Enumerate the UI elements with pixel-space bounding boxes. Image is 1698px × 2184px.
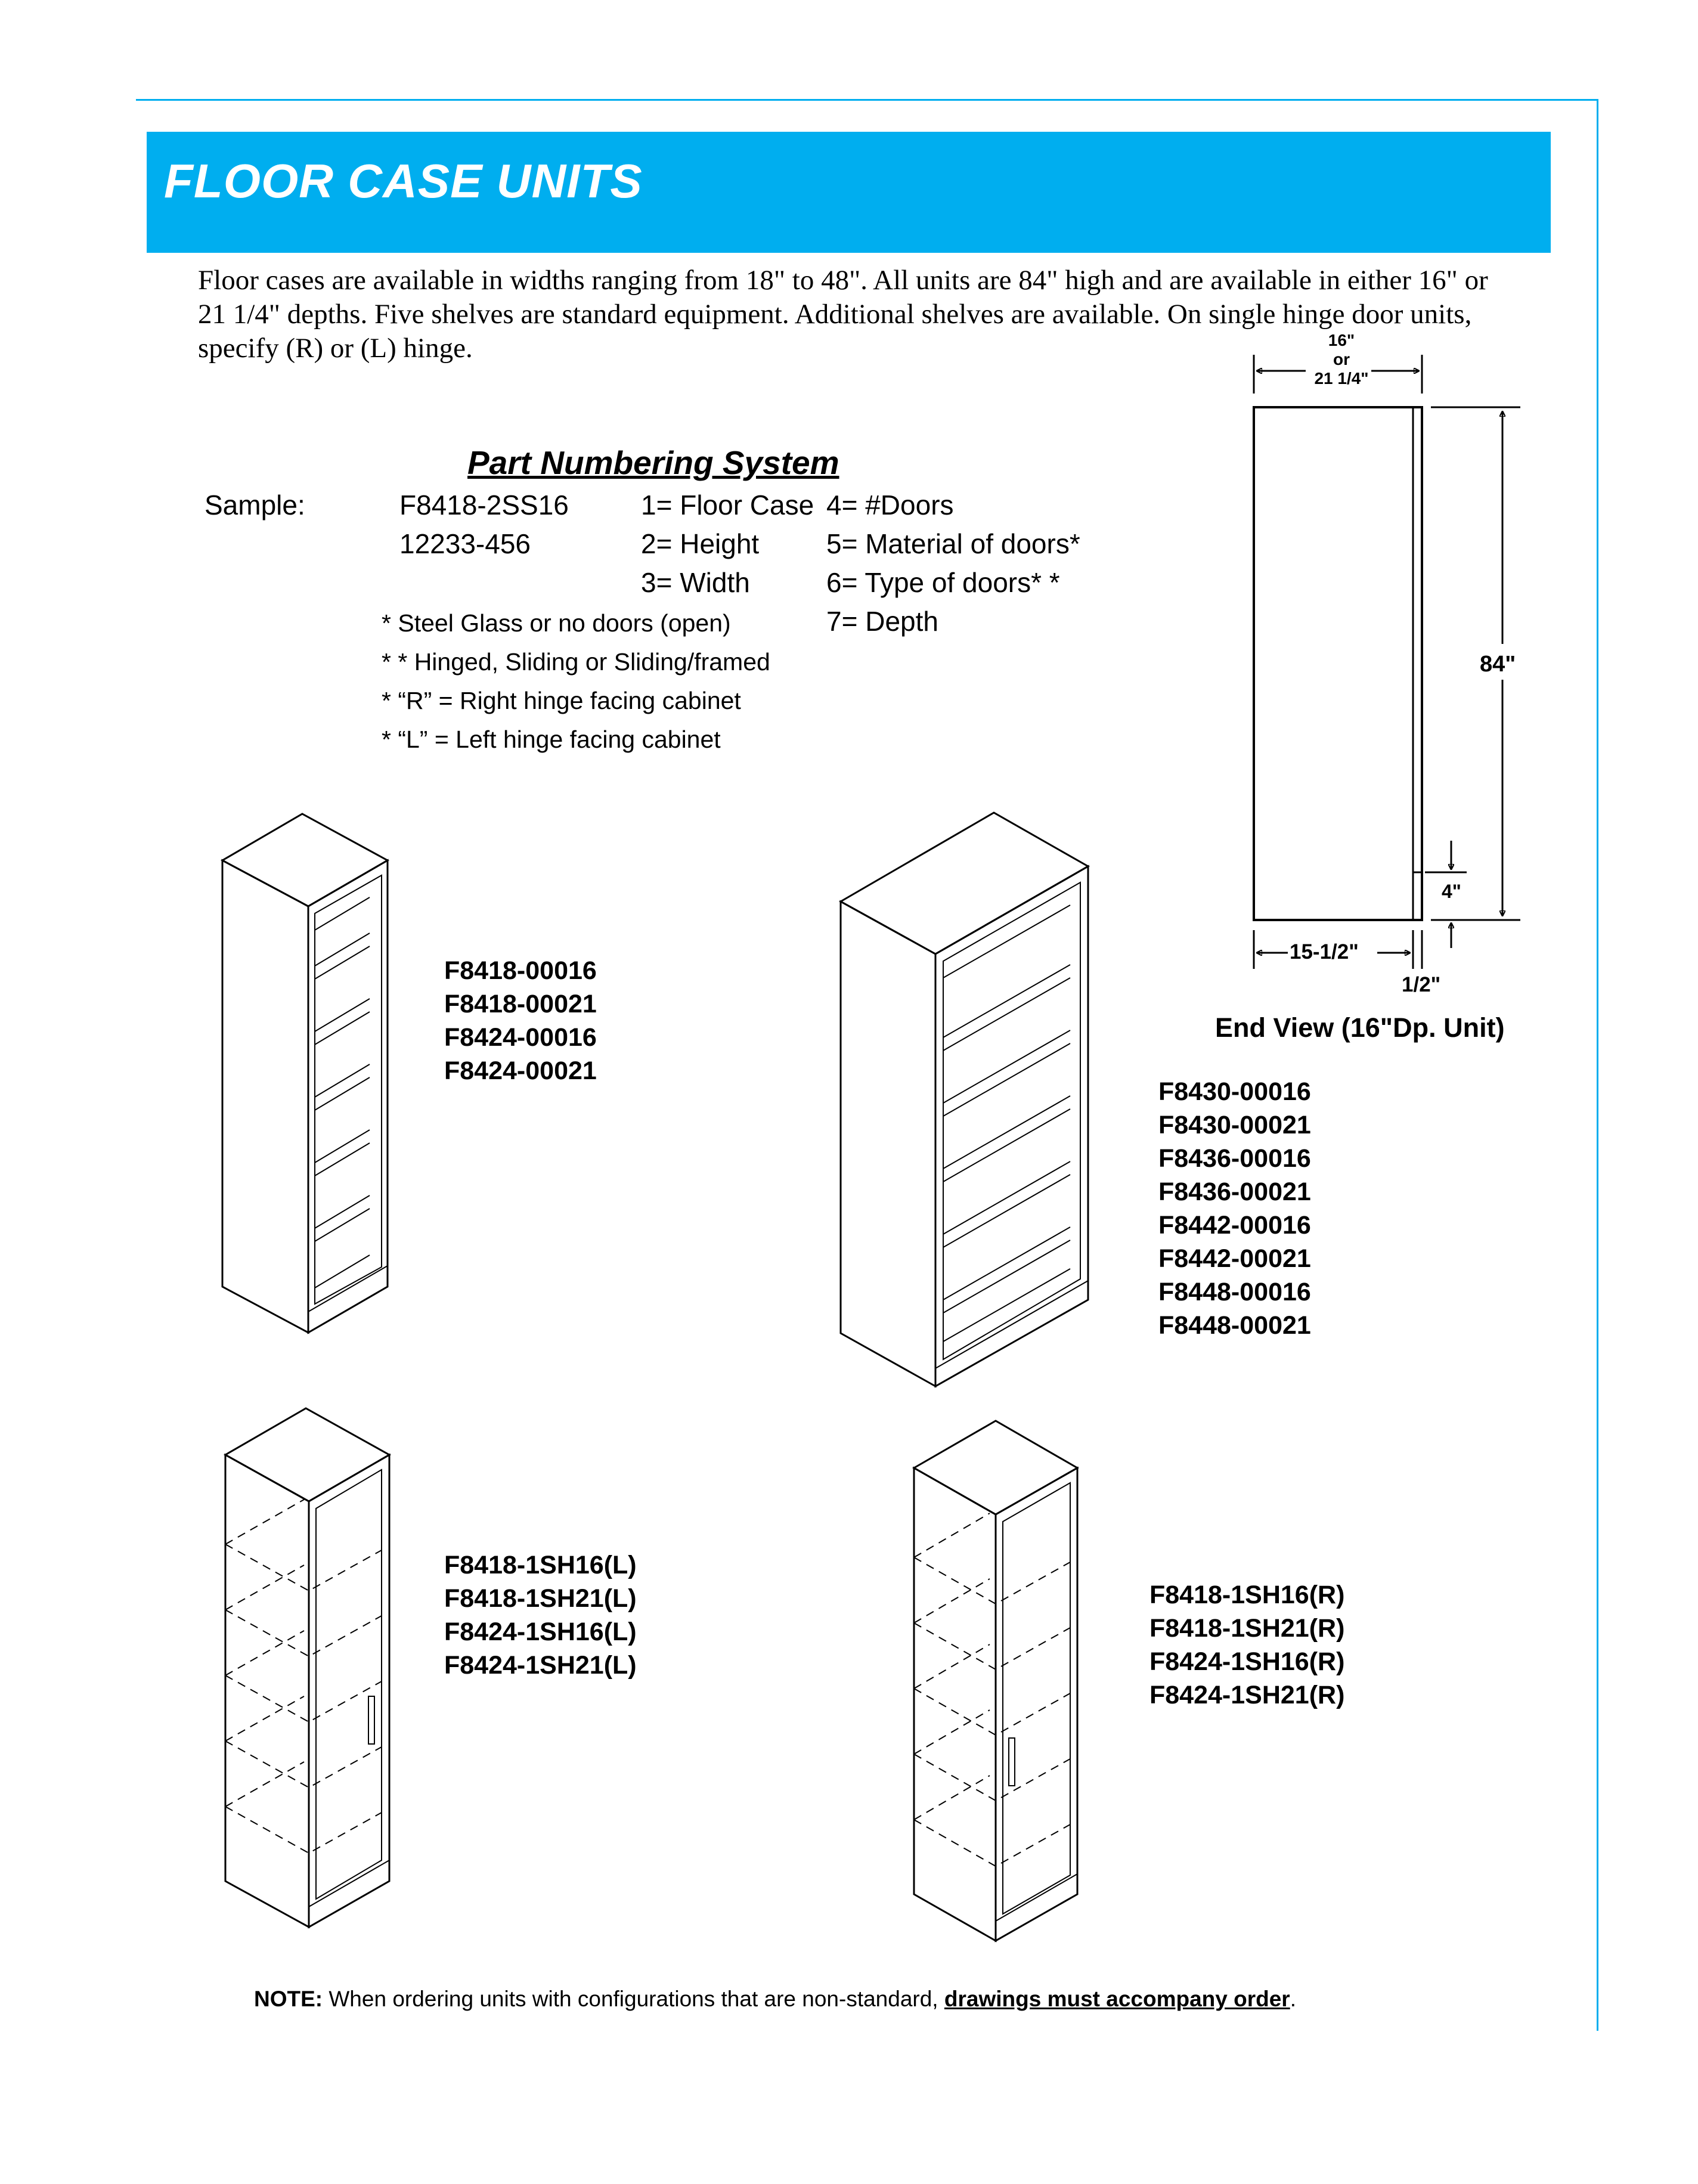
part-number: F8424-1SH16(L) — [444, 1618, 637, 1646]
part-number: F8430-00016 — [1158, 1077, 1311, 1106]
part-number: F8418-1SH21(L) — [444, 1584, 637, 1613]
part-number: F8436-00016 — [1158, 1144, 1311, 1173]
part-number: F8442-00021 — [1158, 1244, 1311, 1273]
part-number: F8436-00021 — [1158, 1178, 1311, 1206]
part-number: F8430-00021 — [1158, 1111, 1311, 1139]
hinge-left-cabinet-drawing — [225, 1408, 389, 1927]
note-label: NOTE: — [254, 1987, 323, 2011]
sample-part-number: F8418-2SS16 — [399, 490, 569, 521]
part-number: F8424-1SH16(R) — [1149, 1647, 1345, 1676]
part-number: F8448-00016 — [1158, 1278, 1311, 1306]
end-view-offset: 1/2" — [1402, 973, 1441, 996]
open-narrow-cabinet-drawing — [222, 814, 388, 1333]
hinge-right-part-list — [1149, 1578, 1344, 1712]
end-view-width: 15-1/2" — [1290, 940, 1359, 964]
part-number: F8424-1SH21(L) — [444, 1651, 637, 1680]
part-number: F8418-00021 — [444, 990, 597, 1018]
note-text: When ordering units with configurations that are non-standard, — [323, 1987, 944, 2011]
open-narrow-part-list — [444, 954, 597, 1088]
legend-5: 5= Material of doors* — [826, 528, 1080, 559]
intro-paragraph: Floor cases are available in widths ranging from 18" to 48". All units are 84" high and are available in either 16" or 21 1/4" depths. Five shelves are standard equipment. Additional shelves are available. On single hinge door units, specify (R) or (L) hinge. — [198, 265, 1488, 364]
end-view-depth-line3: 21 1/4" — [1314, 369, 1369, 388]
open-wide-cabinet-drawing — [841, 813, 1088, 1386]
end-view-depth-line1: 16" — [1328, 331, 1355, 349]
part-number: F8442-00016 — [1158, 1211, 1311, 1240]
part-numbering-title: Part Numbering System — [467, 444, 839, 481]
ordering-note — [254, 1987, 1296, 2012]
hinge-right-cabinet-drawing — [914, 1421, 1077, 1941]
part-number: F8424-00021 — [444, 1057, 597, 1085]
footnote-doors: * Steel Glass or no doors (open) — [382, 609, 731, 637]
footnote-left-hinge: * “L” = Left hinge facing cabinet — [382, 726, 721, 753]
legend-2: 2= Height — [641, 528, 760, 559]
page-title: FLOOR CASE UNITS — [164, 154, 643, 207]
part-number: F8418-00016 — [444, 956, 597, 985]
footnote-right-hinge: * “R” = Right hinge facing cabinet — [382, 687, 741, 714]
part-number: F8448-00021 — [1158, 1311, 1311, 1340]
end-view-base: 4" — [1442, 881, 1461, 902]
sample-digit-map: 12233-456 — [399, 528, 531, 559]
note-end: . — [1290, 1987, 1296, 2011]
note-emphasis: drawings must accompany order — [944, 1987, 1290, 2011]
hinge-left-part-list — [444, 1548, 637, 1682]
legend-6: 6= Type of doors* * — [826, 567, 1060, 598]
part-number: F8424-00016 — [444, 1023, 597, 1052]
legend-3: 3= Width — [641, 567, 750, 598]
legend-4: 4= #Doors — [826, 490, 954, 521]
part-number: F8418-1SH16(L) — [444, 1551, 637, 1579]
open-wide-part-list — [1158, 1075, 1311, 1342]
legend-7: 7= Depth — [826, 606, 938, 637]
end-view-caption: End View (16"Dp. Unit) — [1215, 1012, 1505, 1043]
footnote-type: * * Hinged, Sliding or Sliding/framed — [382, 648, 770, 676]
part-number: F8424-1SH21(R) — [1149, 1681, 1345, 1709]
end-view-depth-line2: or — [1333, 350, 1350, 368]
legend-1: 1= Floor Case — [641, 490, 814, 521]
part-number: F8418-1SH16(R) — [1149, 1581, 1345, 1609]
sample-label: Sample: — [204, 490, 305, 521]
part-number: F8418-1SH21(R) — [1149, 1614, 1345, 1643]
end-view-height: 84" — [1480, 652, 1516, 677]
